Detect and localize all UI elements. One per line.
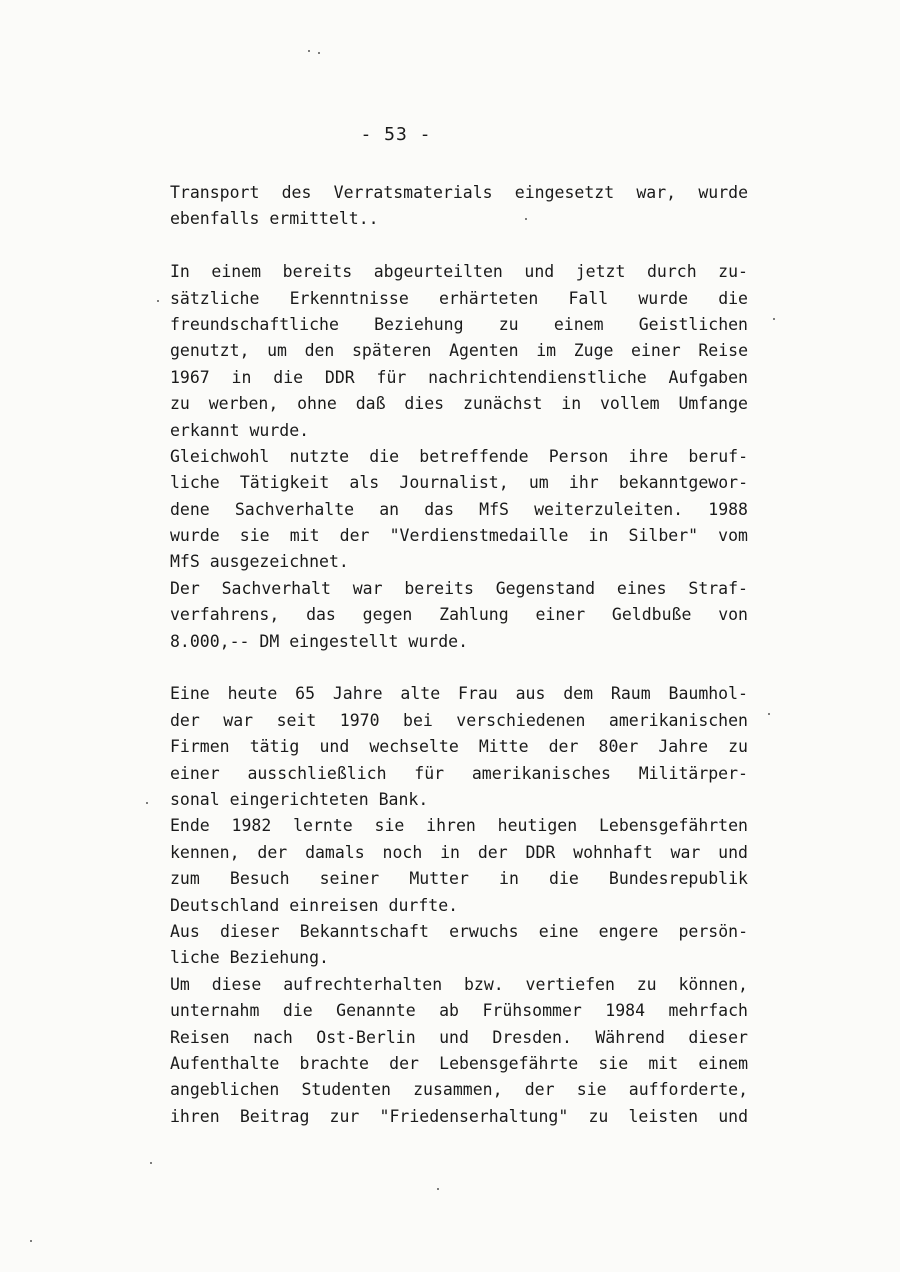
scan-speck bbox=[525, 218, 527, 220]
text-line: kennen, der damals noch in der DDR wohnhaft war und bbox=[170, 842, 748, 862]
text-line: ebenfalls ermittelt.. bbox=[170, 209, 379, 229]
body-text bbox=[170, 180, 748, 1130]
scan-speck bbox=[768, 713, 770, 715]
text-line: In einem bereits abgeurteilten und jetzt durch zu- bbox=[170, 262, 748, 282]
text-line: zu werben, ohne daß dies zunächst in vollem Umfange bbox=[170, 394, 748, 414]
text-line: liche Beziehung. bbox=[170, 948, 329, 968]
text-line: Deutschland einreisen durfte. bbox=[170, 895, 459, 915]
scan-speck bbox=[30, 1240, 32, 1242]
text-line: 1967 in die DDR für nachrichtendienstliche Aufgaben bbox=[170, 367, 748, 387]
text-line: sätzliche Erkenntnisse erhärteten Fall wurde die bbox=[170, 288, 748, 308]
text-line: sonal eingerichteten Bank. bbox=[170, 789, 429, 809]
scan-speck bbox=[318, 52, 320, 54]
paragraph bbox=[170, 444, 748, 576]
text-line: Aus dieser Bekanntschaft erwuchs eine engere persön- bbox=[170, 921, 748, 941]
text-line: einer ausschließlich für amerikanisches Militärper- bbox=[170, 763, 748, 783]
text-line: ihren Beitrag zur "Friedenserhaltung" zu leisten und bbox=[170, 1106, 748, 1126]
text-line: MfS ausgezeichnet. bbox=[170, 552, 349, 572]
text-line: dene Sachverhalte an das MfS weiterzuleiten. 1988 bbox=[170, 499, 748, 519]
text-line: verfahrens, das gegen Zahlung einer Geldbuße von bbox=[170, 605, 748, 625]
paragraph bbox=[170, 813, 748, 919]
text-line: Eine heute 65 Jahre alte Frau aus dem Raum Baumhol- bbox=[170, 684, 748, 704]
text-line: erkannt wurde. bbox=[170, 420, 310, 440]
paragraph bbox=[170, 576, 748, 655]
paragraph bbox=[170, 180, 748, 233]
page-number: - 53 - bbox=[360, 124, 432, 145]
text-line: Transport des Verratsmaterials eingesetzt war, wurde bbox=[170, 183, 748, 202]
text-line: der war seit 1970 bei verschiedenen amerikanischen bbox=[170, 710, 748, 730]
text-line: wurde sie mit der "Verdienstmedaille in Silber" vom bbox=[170, 526, 748, 546]
scan-speck bbox=[773, 318, 775, 320]
text-line: genutzt, um den späteren Agenten im Zuge einer Reise bbox=[170, 341, 748, 361]
text-line: Reisen nach Ost-Berlin und Dresden. Während dieser bbox=[170, 1027, 748, 1047]
text-line: 8.000,-- DM eingestellt wurde. bbox=[170, 631, 469, 651]
scan-speck bbox=[308, 50, 310, 52]
scan-speck bbox=[150, 1162, 152, 1164]
scan-speck bbox=[157, 300, 159, 302]
paragraph bbox=[170, 919, 748, 972]
text-line: liche Tätigkeit als Journalist, um ihr bekanntgewor- bbox=[170, 473, 748, 493]
text-line: angeblichen Studenten zusammen, der sie aufforderte, bbox=[170, 1080, 748, 1100]
paragraph bbox=[170, 972, 748, 1130]
text-line: zum Besuch seiner Mutter in die Bundesrepublik bbox=[170, 869, 748, 889]
text-line: Um diese aufrechterhalten bzw. vertiefen zu können, bbox=[170, 974, 748, 994]
text-line: unternahm die Genannte ab Frühsommer 1984 mehrfach bbox=[170, 1001, 748, 1021]
text-line: Gleichwohl nutzte die betreffende Person ihre beruf- bbox=[170, 446, 748, 466]
paragraph bbox=[170, 681, 748, 813]
text-line: Firmen tätig und wechselte Mitte der 80er Jahre zu bbox=[170, 737, 748, 757]
text-line: Aufenthalte brachte der Lebensgefährte sie mit einem bbox=[170, 1053, 748, 1073]
paragraph bbox=[170, 259, 748, 444]
text-line: freundschaftliche Beziehung zu einem Geistlichen bbox=[170, 314, 748, 334]
scan-speck bbox=[146, 802, 148, 804]
text-line: Ende 1982 lernte sie ihren heutigen Lebensgefährten bbox=[170, 816, 748, 836]
text-line: Der Sachverhalt war bereits Gegenstand eines Straf- bbox=[170, 578, 748, 598]
scan-speck bbox=[437, 1188, 439, 1190]
